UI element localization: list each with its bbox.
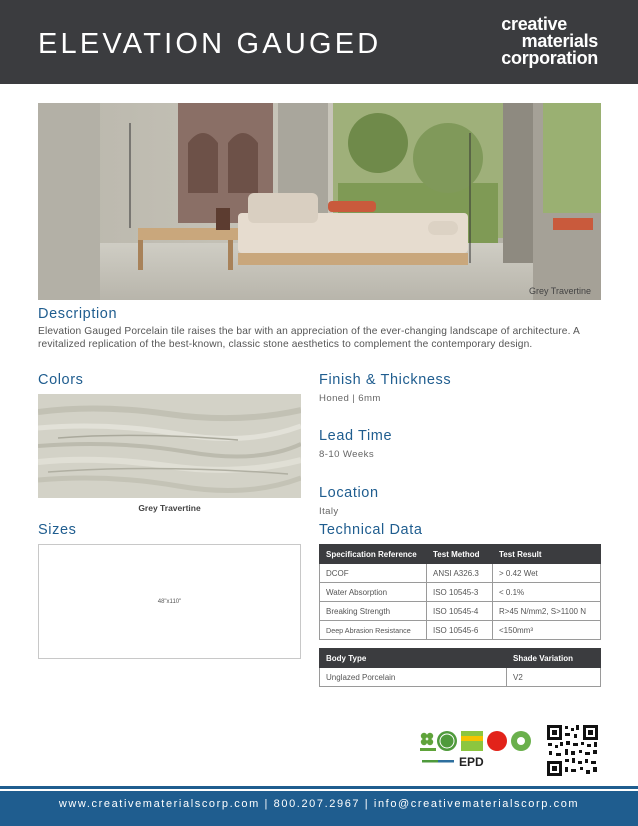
table-cell: <150mm³ xyxy=(493,621,601,640)
table-cell: Water Absorption xyxy=(320,583,427,602)
certification-badges xyxy=(418,728,538,772)
table-row xyxy=(320,621,601,640)
table-row xyxy=(320,583,601,602)
table-cell: V2 xyxy=(507,668,601,687)
column-header: Body Type xyxy=(320,649,507,668)
technical-data-table xyxy=(319,544,601,640)
logo-line-1: creative xyxy=(501,14,567,34)
table-cell: R>45 N/mm2, S>1100 N xyxy=(493,602,601,621)
logo-line-3: corporation xyxy=(501,48,598,68)
lead-time-heading: Lead Time xyxy=(319,428,393,444)
table-row xyxy=(320,564,601,583)
finish-value: Honed | 6mm xyxy=(319,393,381,404)
body-type-table xyxy=(319,648,601,687)
description-text: Elevation Gauged Porcelain tile raises the bar with an appreciation of the ever-changing landscape of architecture. A revitalized replication of the best-known, classic stone aesthetics to complement the contemporary design. xyxy=(38,326,580,350)
product-title: ELEVATION GAUGED xyxy=(38,28,382,60)
lead-time-value: 8-10 Weeks xyxy=(319,449,375,460)
table-cell: DCOF xyxy=(320,564,427,583)
hero-image xyxy=(38,103,601,300)
epd-icon xyxy=(422,760,454,763)
logo-line-2: materials xyxy=(521,31,598,51)
table-cell: ISO 10545-6 xyxy=(427,621,493,640)
table-cell: Unglazed Porcelain xyxy=(320,668,507,687)
sizes-heading: Sizes xyxy=(38,522,77,538)
technical-heading: Technical Data xyxy=(319,522,423,538)
colors-heading: Colors xyxy=(38,372,84,388)
table-cell: ISO 10545-4 xyxy=(427,602,493,621)
table-header-row xyxy=(320,545,601,564)
red-list-free-icon xyxy=(487,731,507,751)
footer-divider xyxy=(0,786,638,789)
leed-icon xyxy=(420,733,436,751)
size-label: 48"x110" xyxy=(157,599,182,605)
column-header: Test Result xyxy=(493,545,601,564)
table-cell: Breaking Strength xyxy=(320,602,427,621)
description-heading: Description xyxy=(38,306,118,322)
epd-label: EPD xyxy=(459,755,484,769)
size-box xyxy=(38,544,301,659)
living-room-photo xyxy=(38,103,601,300)
table-cell: < 0.1% xyxy=(493,583,601,602)
column-header: Test Method xyxy=(427,545,493,564)
table-cell: ISO 10545-3 xyxy=(427,583,493,602)
company-logo[interactable] xyxy=(501,16,598,67)
swatch-label: Grey Travertine xyxy=(138,503,201,513)
qr-code-icon xyxy=(546,724,599,777)
table-cell: ANSI A326.3 xyxy=(427,564,493,583)
green-seal-icon xyxy=(437,731,457,751)
color-swatch-grey-travertine[interactable] xyxy=(38,394,301,498)
table-cell: > 0.42 Wet xyxy=(493,564,601,583)
table-cell: Deep Abrasion Resistance xyxy=(320,621,427,640)
table-row xyxy=(320,668,601,687)
declare-icon xyxy=(461,731,483,751)
footer-contact[interactable]: www.creativematerialscorp.com | 800.207.2967 | info@creativematerialscorp.com xyxy=(0,791,638,826)
finish-heading: Finish & Thickness xyxy=(319,372,452,388)
table-header-row xyxy=(320,649,601,668)
hero-caption: Grey Travertine xyxy=(528,286,591,296)
travertine-texture xyxy=(38,394,301,498)
table-row xyxy=(320,602,601,621)
qr-code[interactable] xyxy=(546,724,599,777)
location-value: Italy xyxy=(319,506,339,517)
environmental-icon xyxy=(511,731,531,751)
location-heading: Location xyxy=(319,485,379,501)
page-header xyxy=(0,0,638,84)
column-header: Specification Reference xyxy=(320,545,427,564)
column-header: Shade Variation xyxy=(507,649,601,668)
